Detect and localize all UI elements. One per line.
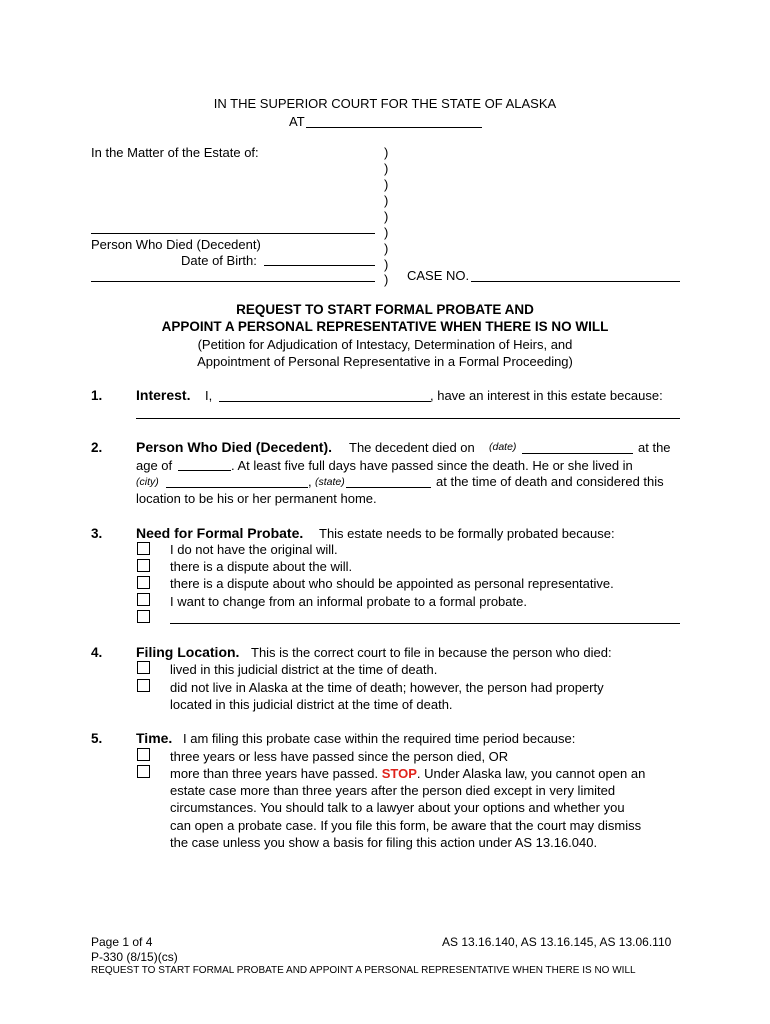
section-heading: Need for Formal Probate. bbox=[136, 525, 304, 541]
age-field[interactable] bbox=[178, 470, 231, 471]
decedent-label: Person Who Died (Decedent) bbox=[91, 237, 261, 252]
checkbox-informal-to-formal[interactable] bbox=[137, 593, 150, 606]
petitioner-name-field[interactable] bbox=[219, 401, 431, 402]
option-label: lived in this judicial district at the time of death. bbox=[170, 662, 438, 677]
state-hint: (state) bbox=[315, 476, 345, 488]
warning-text: the case unless you show a basis for filing this action under AS 13.16.040. bbox=[170, 835, 598, 850]
court-location-field[interactable] bbox=[306, 127, 482, 128]
warning-text: can open a probate case. If you file this form, be aware that the court may dismiss bbox=[170, 818, 642, 833]
caption-paren: ) bbox=[384, 193, 389, 208]
warning-text: circumstances. You should talk to a lawyer about your options and whether you bbox=[170, 800, 625, 815]
option-label: located in this judicial district at the time of death. bbox=[170, 697, 453, 712]
caption-paren: ) bbox=[384, 177, 389, 192]
section-text: at the time of death and considered this bbox=[436, 474, 664, 489]
section-heading: Filing Location. bbox=[136, 644, 240, 660]
section-text: at the bbox=[638, 440, 671, 455]
estate-matter-label: In the Matter of the Estate of: bbox=[91, 145, 259, 160]
dob-label: Date of Birth: bbox=[181, 253, 257, 268]
page-number: Page 1 of 4 bbox=[91, 935, 153, 949]
other-reason-field[interactable] bbox=[170, 623, 680, 624]
stop-warning: STOP bbox=[381, 766, 417, 781]
caption-paren: ) bbox=[384, 225, 389, 240]
state-field[interactable] bbox=[346, 487, 431, 488]
case-number-field[interactable] bbox=[471, 281, 680, 282]
checkbox-other-reason[interactable] bbox=[137, 610, 150, 623]
dob-field[interactable] bbox=[264, 265, 375, 266]
caption-paren: ) bbox=[384, 209, 389, 224]
case-number-label: CASE NO. bbox=[407, 268, 470, 283]
decedent-name-field[interactable] bbox=[91, 233, 375, 234]
section-text: The decedent died on bbox=[349, 440, 475, 455]
section-text: age of bbox=[136, 458, 173, 473]
option-label: there is a dispute about the will. bbox=[170, 559, 353, 574]
option-label: I want to change from an informal probate to a formal probate. bbox=[170, 594, 527, 609]
section-text: This is the correct court to file in because the person who died: bbox=[251, 645, 612, 660]
section-text: , have an interest in this estate because: bbox=[430, 388, 663, 403]
section-text: I am filing this probate case within the required time period because: bbox=[183, 731, 576, 746]
section-heading: Time. bbox=[136, 730, 173, 746]
caption-paren: ) bbox=[384, 272, 389, 287]
section-text: , bbox=[308, 474, 312, 489]
section-number: 1. bbox=[91, 388, 103, 403]
section-number: 4. bbox=[91, 645, 103, 660]
form-number: P-330 (8/15)(cs) bbox=[91, 950, 178, 964]
warning-text: estate case more than three years after the person died except in very limited bbox=[170, 783, 616, 798]
court-location-label: AT bbox=[289, 114, 305, 129]
section-text: I, bbox=[205, 388, 213, 403]
caption-bottom-line bbox=[91, 281, 375, 282]
form-subtitle-line1: (Petition for Adjudication of Intestacy, Determination of Heirs, and bbox=[197, 337, 573, 352]
form-subtitle-line2: Appointment of Personal Representative in a Formal Proceeding) bbox=[197, 354, 573, 369]
date-hint: (date) bbox=[489, 441, 517, 453]
caption-paren: ) bbox=[384, 241, 389, 256]
section-number: 5. bbox=[91, 731, 103, 746]
option-label: I do not have the original will. bbox=[170, 542, 338, 557]
section-heading: Person Who Died (Decedent). bbox=[136, 439, 333, 455]
form-title-line2: APPOINT A PERSONAL REPRESENTATIVE WHEN THERE IS NO WILL bbox=[161, 319, 609, 334]
section-number: 3. bbox=[91, 526, 103, 541]
form-title-line1: REQUEST TO START FORMAL PROBATE AND bbox=[236, 302, 534, 317]
checkbox-lived-in-district[interactable] bbox=[137, 661, 150, 674]
option-label bbox=[170, 766, 645, 781]
option-label-text: more than three years have passed. bbox=[170, 766, 379, 781]
option-label: there is a dispute about who should be appointed as personal representative. bbox=[170, 576, 614, 591]
section-text: This estate needs to be formally probated because: bbox=[319, 526, 615, 541]
option-label-text: . Under Alaska law, you cannot open an bbox=[416, 766, 646, 781]
checkbox-representative-dispute[interactable] bbox=[137, 576, 150, 589]
statute-references: AS 13.16.140, AS 13.16.145, AS 13.06.110 bbox=[442, 935, 672, 949]
checkbox-over-three-years[interactable] bbox=[137, 765, 150, 778]
caption-paren: ) bbox=[384, 145, 389, 160]
section-text: . At least five full days have passed since the death. He or she lived in bbox=[231, 458, 633, 473]
section-text: location to be his or her permanent home. bbox=[136, 491, 377, 506]
caption-paren: ) bbox=[384, 161, 389, 176]
city-hint: (city) bbox=[136, 476, 159, 488]
option-label: did not live in Alaska at the time of death; however, the person had property bbox=[170, 680, 604, 695]
city-field[interactable] bbox=[166, 487, 308, 488]
footer-form-title: REQUEST TO START FORMAL PROBATE AND APPOINT A PERSONAL REPRESENTATIVE WHEN THERE IS NO WILL bbox=[91, 965, 636, 976]
checkbox-will-dispute[interactable] bbox=[137, 559, 150, 572]
checkbox-no-original-will[interactable] bbox=[137, 542, 150, 555]
death-date-field[interactable] bbox=[522, 453, 633, 454]
caption-paren: ) bbox=[384, 257, 389, 272]
option-label: three years or less have passed since the person died, OR bbox=[170, 749, 509, 764]
court-heading: IN THE SUPERIOR COURT FOR THE STATE OF ALASKA bbox=[213, 96, 557, 111]
section-heading: Interest. bbox=[136, 387, 191, 403]
interest-reason-field[interactable] bbox=[136, 418, 680, 419]
checkbox-property-in-district[interactable] bbox=[137, 679, 150, 692]
checkbox-within-three-years[interactable] bbox=[137, 748, 150, 761]
section-number: 2. bbox=[91, 440, 103, 455]
